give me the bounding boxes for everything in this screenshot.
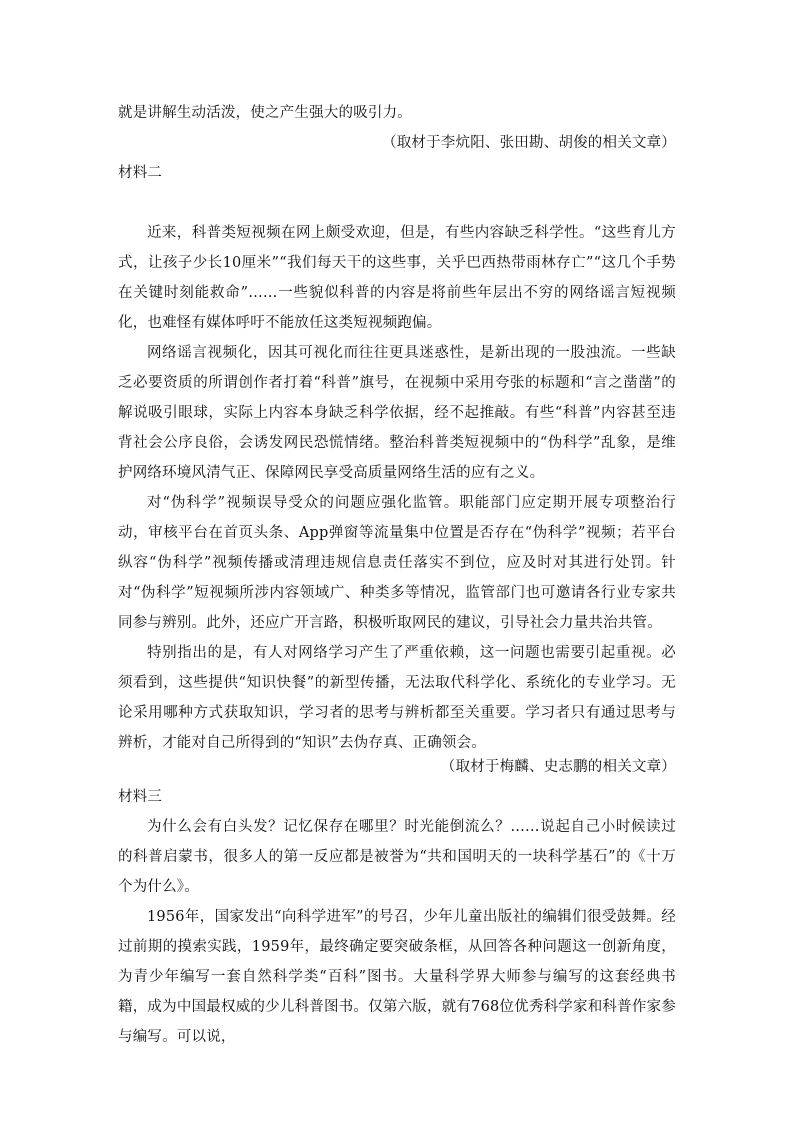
source-citation-2: （取材于梅麟、史志鹏的相关文章） — [440, 759, 676, 775]
material-2-heading: 材料二 — [118, 165, 163, 181]
material-3-body — [118, 812, 676, 1052]
continuation-text — [118, 98, 676, 128]
material-3-paragraph-1: 为什么会有白头发？记忆保存在哪里？时光能倒流么？……说起自己小时候读过的科普启蒙书，很多人的第一反应都是被誉为“共和国明天的一块科学基石”的《十万个为什么》。 — [118, 819, 676, 895]
material-3-paragraph-2: 1956年，国家发出“向科学进军”的号召，少年儿童出版社的编辑们很受鼓舞。经过前期的摸索实践，1959年，最终确定要突破条框，从回答各种问题这一创新角度，为青少年编写一套自然科学类“百科”图书。大量科学界大师参与编写的这套经典书籍，成为中国最权威的少儿科普图书。仅第六版，就有768位优秀科学家和科普作家参与编写。可以说， — [118, 909, 676, 1045]
source-citation-1: （取材于李炕阳、张田勘、胡俊的相关文章） — [382, 135, 676, 151]
material-3-heading: 材料三 — [118, 789, 163, 805]
continuation-line: 就是讲解生动活泼，使之产生强大的吸引力。 — [118, 105, 412, 121]
material-2-paragraph-4: 特别指出的是，有人对网络学习产生了严重依赖，这一问题也需要引起重视。必须看到，这些提供“知识快餐”的新型传播，无法取代科学化、系统化的专业学习。无论采用哪种方式获取知识，学习者的思考与辨析都至关重要。学习者只有通过思考与辨析，才能对自己所得到的“知识”去伪存真、正确领会。 — [118, 645, 676, 751]
material-2-paragraph-2: 网络谣言视频化，因其可视化而往往更具迷惑性，是新出现的一股浊流。一些缺乏必要资质的所谓创作者打着“科普”旗号，在视频中采用夸张的标题和“言之凿凿”的解说吸引眼球，实际上内容本身缺乏科学依据，经不起推敲。有些“科普”内容甚至违背社会公序良俗，会诱发网民恐慌情绪。整治科普类短视频中的“伪科学”乱象，是维护网络环境风清气正、保障网民享受高质量网络生活的应有之义。 — [118, 345, 676, 481]
material-2-paragraph-3: 对“伪科学”视频误导受众的问题应强化监管。职能部门应定期开展专项整治行动，审核平台在首页头条、App弹窗等流量集中位置是否存在“伪科学”视频；若平台纵容“伪科学”视频传播或清理违规信息责任落实不到位，应及时对其进行处罚。针对“伪科学”短视频所涉内容领域广、种类多等情况，监管部门也可邀请各行业专家共同参与辨别。此外，还应广开言路，积极听取网民的建议，引导社会力量共治共管。 — [118, 495, 676, 631]
material-2-body — [118, 218, 676, 758]
material-2-paragraph-1: 近来，科普类短视频在网上颇受欢迎，但是，有些内容缺乏科学性。“这些育儿方式，让孩子少长10厘米”“我们每天干的这些事，关乎巴西热带雨林存亡”“这几个手势在关键时刻能救命”……一些貌似科普的内容是将前些年层出不穷的网络谣言短视频化，也难怪有媒体呼吁不能放任这类短视频跑偏。 — [118, 225, 676, 331]
